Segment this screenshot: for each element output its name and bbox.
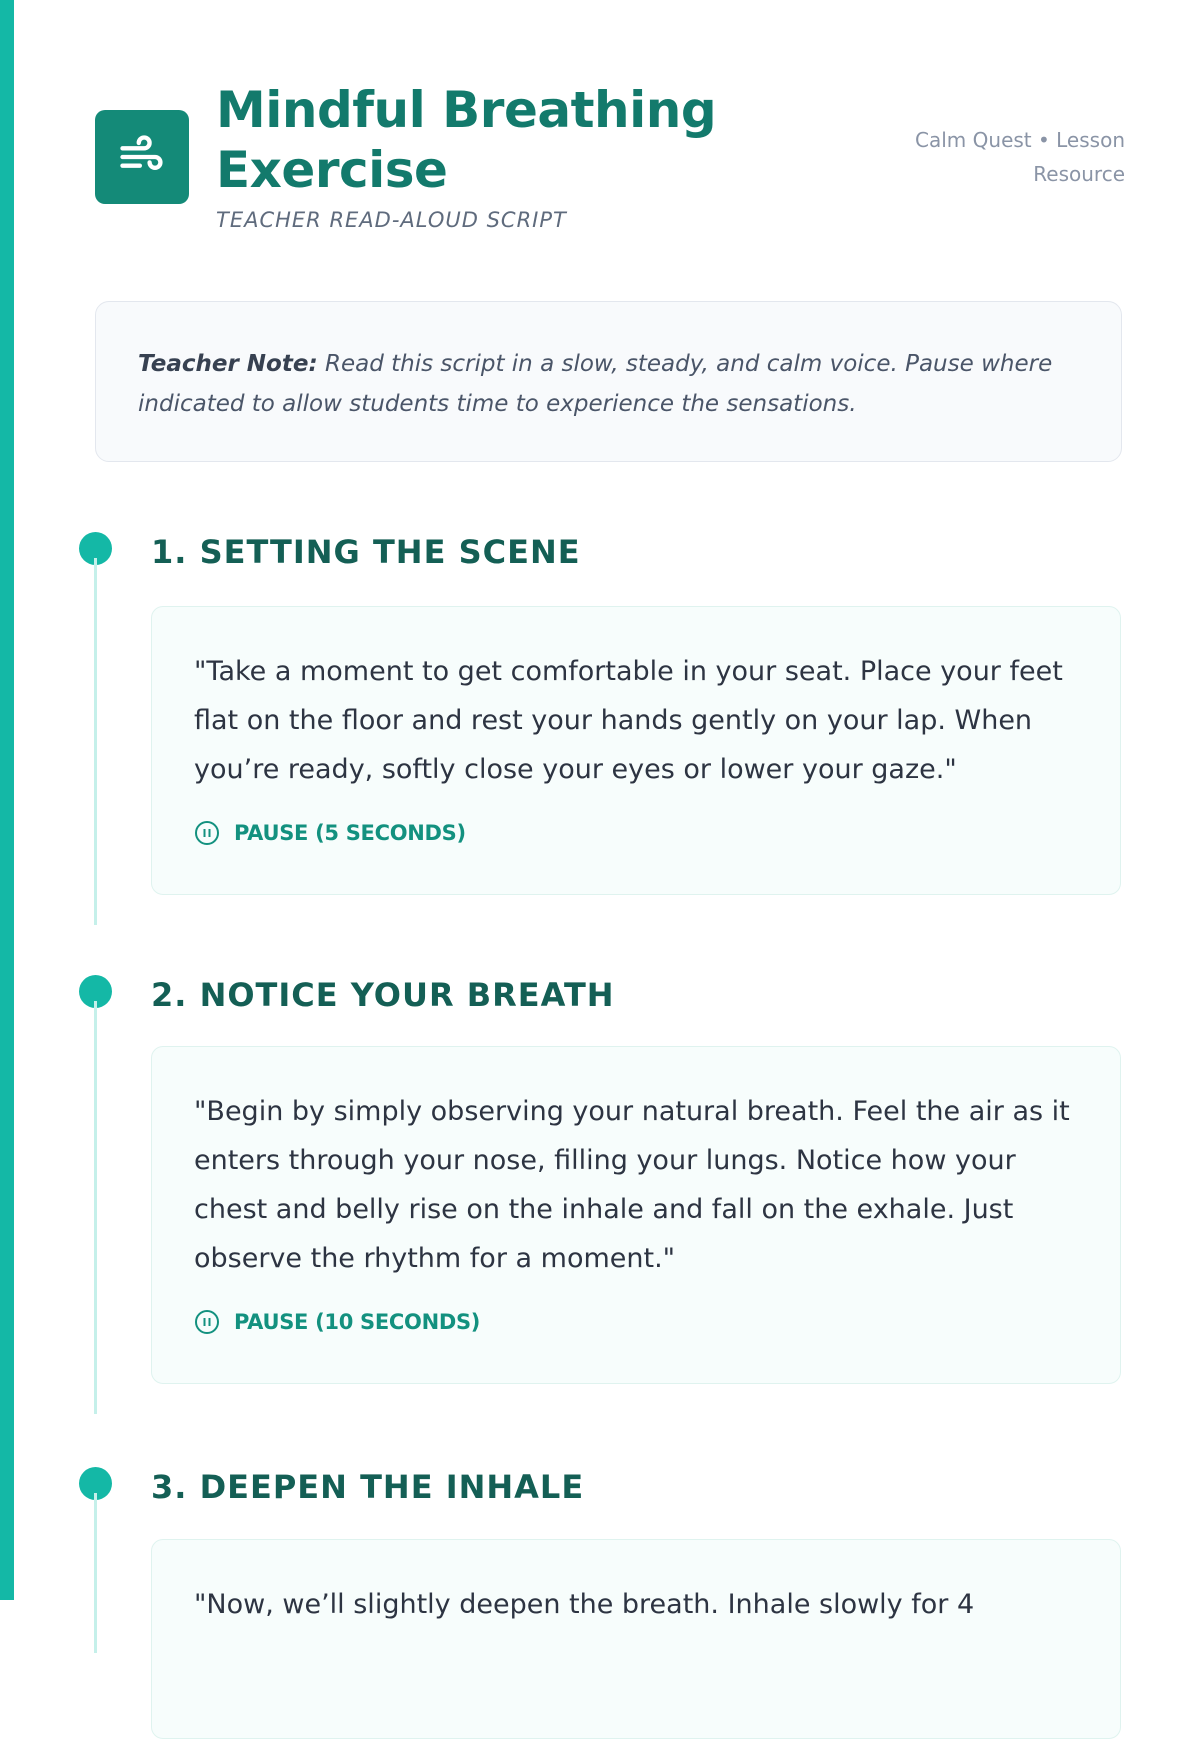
script-card — [151, 1539, 1121, 1739]
logo — [95, 110, 189, 204]
brand-label: Calm Quest • Lesson Resource — [915, 128, 1125, 186]
pause-label: PAUSE (10 SECONDS) — [234, 1310, 481, 1334]
pause-label: PAUSE (5 SECONDS) — [234, 821, 466, 845]
script-card — [151, 1046, 1121, 1384]
section-heading: 1. SETTING THE SCENE — [151, 533, 581, 571]
teacher-note — [95, 301, 1122, 462]
script-text: "Now, we’ll slightly deepen the breath. Inhale slowly for 4 — [194, 1589, 975, 1620]
pause-icon — [194, 820, 220, 846]
timeline-line — [94, 558, 97, 925]
script-text: "Take a moment to get comfortable in your seat. Place your feet flat on the floor and rest your hands gently on your lap. When you’re ready, softly close your eyes or lower your gaze." — [194, 656, 1063, 785]
script-card — [151, 606, 1121, 895]
pause-indicator — [194, 1309, 1080, 1335]
teacher-note-text: Read this script in a slow, steady, and calm voice. Pause where indicated to allow students time to experience the sensations. — [138, 351, 1053, 417]
accent-bar — [0, 0, 14, 1600]
timeline-line — [94, 1493, 97, 1653]
page-subtitle: TEACHER READ-ALOUD SCRIPT — [216, 208, 567, 232]
section-heading: 2. NOTICE YOUR BREATH — [151, 976, 615, 1014]
pause-icon — [194, 1309, 220, 1335]
teacher-note-label: Teacher Note: — [138, 351, 318, 377]
script-text: "Begin by simply observing your natural breath. Feel the air as it enters through your nose, filling your lungs. Notice how your chest and belly rise on the inhale and fall on the exhale. Just observe the rhythm for a moment." — [194, 1096, 1070, 1274]
pause-indicator — [194, 820, 1080, 846]
section-heading: 3. DEEPEN THE INHALE — [151, 1468, 585, 1506]
header — [95, 80, 1125, 240]
title-block — [216, 80, 776, 232]
page-title: Mindful Breathing Exercise — [216, 81, 717, 199]
timeline-line — [94, 1001, 97, 1414]
wind-icon — [116, 131, 168, 183]
